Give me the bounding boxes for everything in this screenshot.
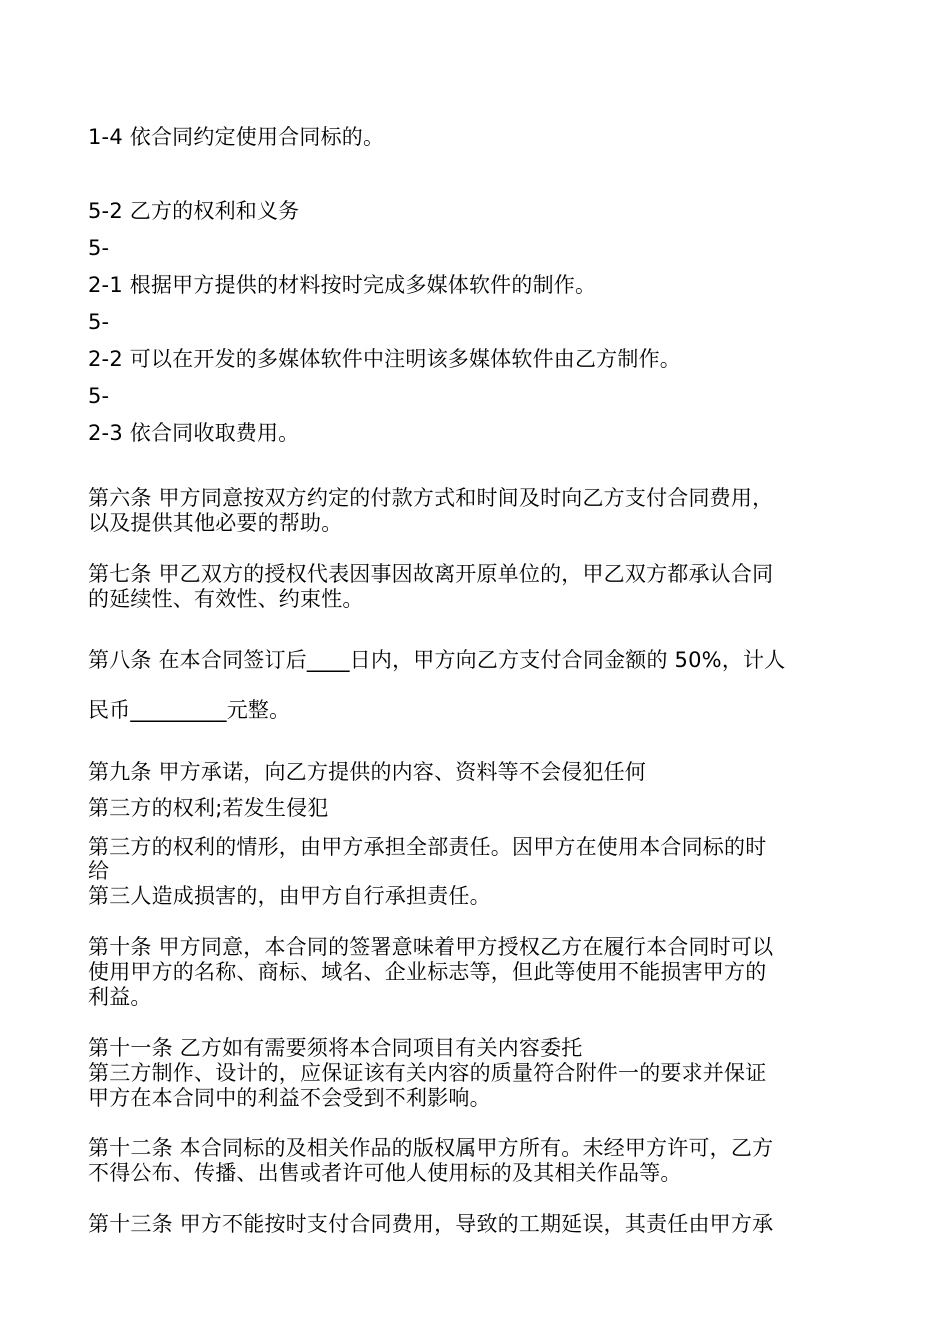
article-10-line-1: 第十条 甲方同意，本合同的签署意味着甲方授权乙方在履行本合同时可以 bbox=[88, 935, 774, 959]
clause-5-2-3: 2-3 依合同收取费用。 bbox=[88, 421, 300, 445]
article-6-line-2: 以及提供其他必要的帮助。 bbox=[88, 511, 343, 535]
article-7-line-1: 第七条 甲乙双方的授权代表因事因故离开原单位的，甲乙双方都承认合同 bbox=[88, 562, 774, 586]
article-11-line-1: 第十一条 乙方如有需要须将本合同项目有关内容委托 bbox=[88, 1036, 583, 1060]
article-6-line-1: 第六条 甲方同意按双方约定的付款方式和时间及时向乙方支付合同费用， bbox=[88, 486, 774, 510]
clause-5-2-1: 2-1 根据甲方提供的材料按时完成多媒体软件的制作。 bbox=[88, 273, 597, 297]
clause-number-fragment: 5- bbox=[88, 236, 110, 260]
article-11-line-3: 甲方在本合同中的利益不会受到不利影响。 bbox=[88, 1086, 491, 1110]
article-8-line-2: 民币_________元整。 bbox=[88, 698, 291, 722]
article-9-line-4: 给 bbox=[88, 859, 110, 883]
article-13-line-1: 第十三条 甲方不能按时支付合同费用，导致的工期延误，其责任由甲方承 bbox=[88, 1212, 774, 1236]
article-11-line-2: 第三方制作、设计的，应保证该有关内容的质量符合附件一的要求并保证 bbox=[88, 1061, 767, 1085]
article-9-line-5: 第三人造成损害的，由甲方自行承担责任。 bbox=[88, 884, 491, 908]
article-9-line-1: 第九条 甲方承诺，向乙方提供的内容、资料等不会侵犯任何 bbox=[88, 760, 647, 784]
article-9-line-3: 第三方的权利的情形，由甲方承担全部责任。因甲方在使用本合同标的时 bbox=[88, 835, 767, 859]
clause-5-2-2: 2-2 可以在开发的多媒体软件中注明该多媒体软件由乙方制作。 bbox=[88, 347, 681, 371]
article-10-line-2: 使用甲方的名称、商标、域名、企业标志等，但此等使用不能损害甲方的 bbox=[88, 960, 767, 984]
clause-number-fragment: 5- bbox=[88, 310, 110, 334]
article-8-line-1: 第八条 在本合同签订后____日内，甲方向乙方支付合同金额的 50%，计人 bbox=[88, 648, 786, 672]
clause-5-2-heading: 5-2 乙方的权利和义务 bbox=[88, 199, 300, 223]
article-10-line-3: 利益。 bbox=[88, 985, 152, 1009]
clause-number-fragment: 5- bbox=[88, 384, 110, 408]
article-12-line-1: 第十二条 本合同标的及相关作品的版权属甲方所有。未经甲方许可，乙方 bbox=[88, 1136, 774, 1160]
article-9-line-2: 第三方的权利;若发生侵犯 bbox=[88, 796, 329, 820]
article-12-line-2: 不得公布、传播、出售或者许可他人使用标的及其相关作品等。 bbox=[88, 1161, 682, 1185]
clause-1-4: 1-4 依合同约定使用合同标的。 bbox=[88, 125, 385, 149]
article-7-line-2: 的延续性、有效性、约束性。 bbox=[88, 587, 364, 611]
